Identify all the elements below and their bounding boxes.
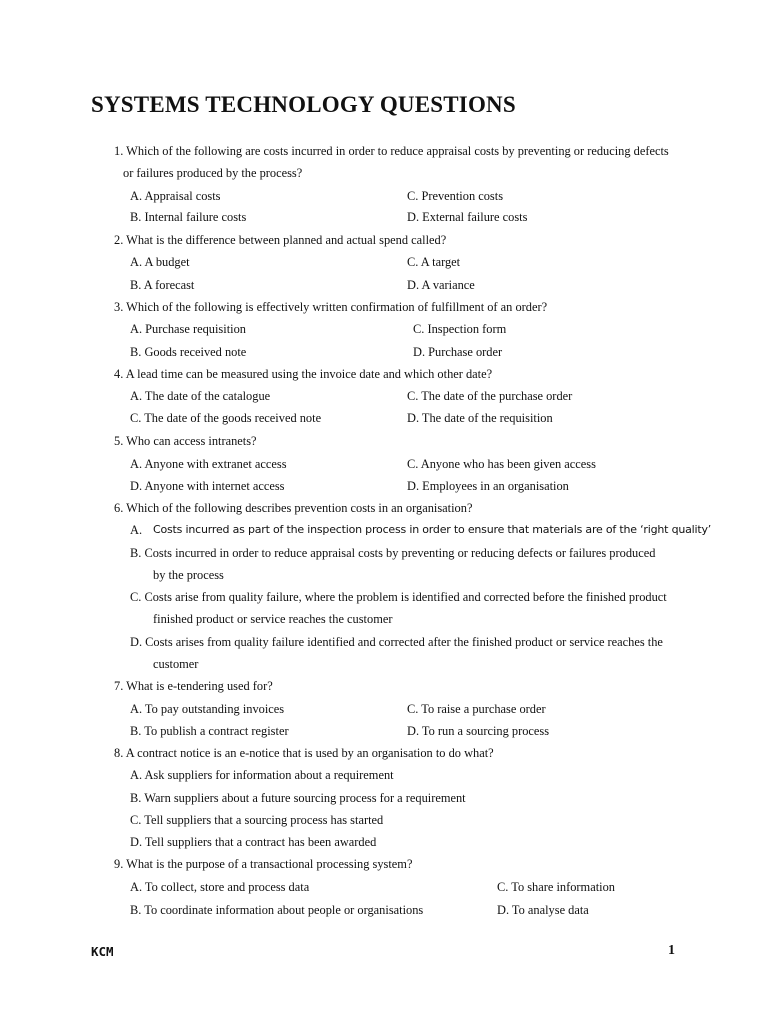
- text-line: A. The date of the catalogue: [130, 389, 271, 403]
- text-line: finished product or service reaches the customer: [153, 612, 393, 626]
- text-line: A. To collect, store and process data: [130, 880, 310, 894]
- text-line: A. To pay outstanding invoices: [130, 702, 285, 716]
- text-line: C. A target: [407, 255, 461, 269]
- text-line: B. Goods received note: [130, 345, 247, 359]
- text-line: C. Anyone who has been given access: [407, 457, 596, 471]
- text-line: 3. Which of the following is effectively written confirmation of fulfillment of an order?: [114, 300, 548, 314]
- page-number: 1: [668, 943, 675, 958]
- text-line: C. Tell suppliers that a sourcing process has started: [130, 813, 384, 827]
- text-line: A. Anyone with extranet access: [130, 457, 287, 471]
- text-line: C. The date of the purchase order: [407, 389, 573, 403]
- text-line: D. To analyse data: [497, 903, 589, 917]
- text-line: A. Ask suppliers for information about a requirement: [130, 768, 394, 782]
- text-line: 6. Which of the following describes prevention costs in an organisation?: [114, 501, 473, 515]
- text-line: C. To raise a purchase order: [407, 702, 546, 716]
- text-line: D. The date of the requisition: [407, 411, 553, 425]
- text-line: by the process: [153, 568, 224, 582]
- text-line: 9. What is the purpose of a transactional processing system?: [114, 857, 413, 871]
- text-line: A.: [130, 523, 143, 537]
- text-line: C. Costs arise from quality failure, where the problem is identified and corrected before the finished product: [130, 590, 667, 604]
- text-line: C. Inspection form: [413, 322, 507, 336]
- text-line: or failures produced by the process?: [123, 166, 303, 180]
- text-line: D. Costs arises from quality failure identified and corrected after the finished product or service reaches the: [130, 635, 663, 649]
- text-line: 2. What is the difference between planned and actual spend called?: [114, 233, 447, 247]
- text-line: 5. Who can access intranets?: [114, 434, 257, 448]
- text-line: B. Costs incurred in order to reduce appraisal costs by preventing or reducing defects or failures produced: [130, 546, 656, 560]
- text-line: A. Appraisal costs: [130, 189, 221, 203]
- text-line: D. External failure costs: [407, 210, 528, 224]
- text-line: C. Prevention costs: [407, 189, 504, 203]
- page-title: SYSTEMS TECHNOLOGY QUESTIONS: [91, 92, 516, 117]
- text-line: B. Warn suppliers about a future sourcing process for a requirement: [130, 791, 466, 805]
- text-line: B. A forecast: [130, 278, 195, 292]
- text-line: D. A variance: [407, 278, 475, 292]
- text-line: C. To share information: [497, 880, 615, 894]
- text-line: D. Employees in an organisation: [407, 479, 569, 493]
- text-line: Costs incurred as part of the inspection process in order to ensure that materials are of the ‘right quality’: [153, 523, 712, 536]
- text-line: 4. A lead time can be measured using the invoice date and which other date?: [114, 367, 493, 381]
- text-line: A. A budget: [130, 255, 190, 269]
- text-line: C. The date of the goods received note: [130, 411, 322, 425]
- footer-logo-text: KCM: [91, 944, 114, 959]
- text-line: D. Tell suppliers that a contract has been awarded: [130, 835, 377, 849]
- text-line: 7. What is e-tendering used for?: [114, 679, 273, 693]
- text-line: 1. Which of the following are costs incurred in order to reduce appraisal costs by preventing or reducing defects: [114, 144, 669, 158]
- text-line: A. Purchase requisition: [130, 322, 246, 336]
- text-line: D. Purchase order: [413, 345, 503, 359]
- text-line: customer: [153, 657, 199, 671]
- text-line: D. Anyone with internet access: [130, 479, 285, 493]
- text-line: 8. A contract notice is an e-notice that is used by an organisation to do what?: [114, 746, 494, 760]
- text-line: B. Internal failure costs: [130, 210, 247, 224]
- text-line: B. To publish a contract register: [130, 724, 289, 738]
- text-line: B. To coordinate information about people or organisations: [130, 903, 424, 917]
- text-line: D. To run a sourcing process: [407, 724, 550, 738]
